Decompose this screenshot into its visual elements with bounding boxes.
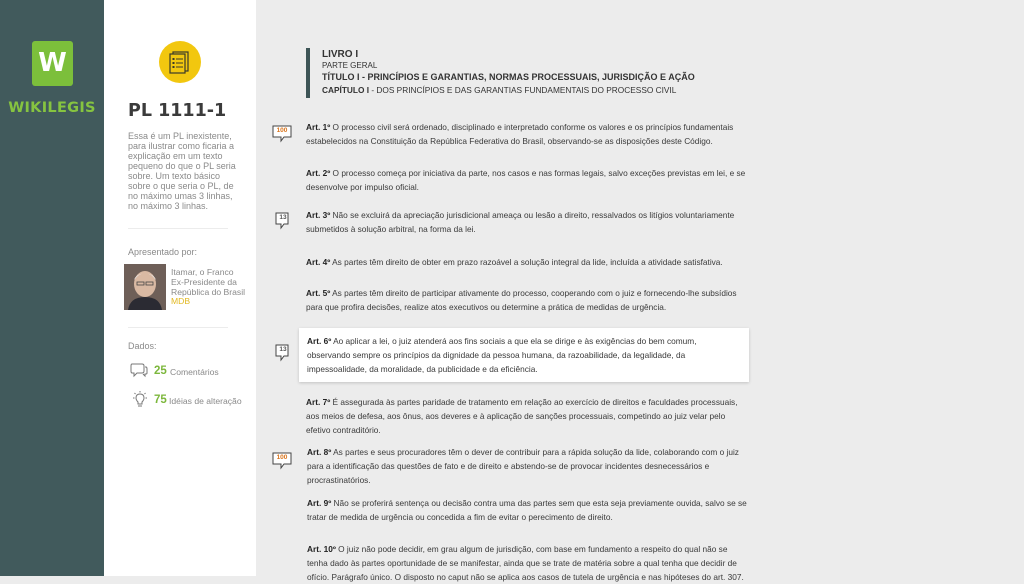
article-number: Art. 9º — [307, 498, 332, 508]
stats-label: Dados: — [128, 341, 157, 351]
bill-title: PL 1111-1 — [128, 101, 227, 121]
article-number: Art. 2º — [306, 168, 331, 178]
article-text: O processo civil será ordenado, disciplinado e interpretado conforme os valores e os princípios fundamentais estabelecidos na Constituição da República Federativa do Brasil, observando-se as disposições deste Código. — [306, 122, 734, 146]
comment-count-badge[interactable] — [273, 344, 293, 362]
article-number: Art. 4º — [306, 257, 331, 267]
bill-text — [256, 0, 1024, 582]
logo-letter: W — [38, 48, 67, 78]
article-text: As partes têm direito de participar ativamente do processo, cooperando com o juiz e fornecendo-lhe subsídios para que profira decisões, realize atos executivos ou determine a prática de medidas de urgência. — [306, 288, 737, 312]
article-text: O processo começa por iniciativa da parte, nos casos e nas formas legais, salvo exceções previstas em lei, e se desenvolve por impulso oficial. — [306, 168, 746, 192]
article-number: Art. 7º — [306, 397, 331, 407]
ideas-count: 75 — [154, 394, 167, 406]
comment-count: 13 — [279, 346, 287, 353]
author-info — [171, 268, 255, 307]
article-8[interactable] — [307, 445, 747, 487]
article-text: As partes têm direito de obter em prazo razoável a solução integral da lide, incluída a atividade satisfativa. — [330, 257, 723, 267]
article-text: Não se excluirá da apreciação jurisdicional ameaça ou lesão a direito, ressalvados os litígios voluntariamente submetidos à solução arbitral, na forma da lei. — [306, 210, 735, 234]
comment-count: 100 — [276, 454, 288, 461]
author-avatar[interactable] — [124, 264, 166, 310]
author-name[interactable]: Itamar, o Franco — [171, 267, 234, 277]
parte-heading: PARTE GERAL — [322, 61, 378, 70]
article-9[interactable] — [307, 496, 747, 524]
article-text: Não se proferirá sentença ou decisão contra uma das partes sem que esta seja previamente ouvida, salvo se se tratar de medida de urgência ou concedida a fim de evitar o perecimento de direito. — [307, 498, 747, 522]
comment-count-badge[interactable] — [273, 212, 293, 230]
bill-sidebar — [104, 0, 256, 576]
comment-count-badge[interactable] — [272, 452, 292, 470]
author-party: MDB — [171, 296, 191, 307]
titulo-heading: TÍTULO I - PRINCÍPIOS E GARANTIAS, NORMAS PROCESSUAIS, JURISDIÇÃO E AÇÃO — [322, 72, 695, 82]
article-number: Art. 6º — [307, 336, 332, 346]
brand-name[interactable]: WIKILEGIS — [8, 100, 96, 116]
lightbulb-icon — [132, 391, 148, 409]
article-text: É assegurada às partes paridade de tratamento em relação ao exercício de direitos e faculdades processuais, aos meios de defesa, aos ônus, aos deveres e à aplicação de sanções processuais, competindo ao juiz velar pelo efetivo contraditório. — [306, 397, 738, 435]
divider — [128, 327, 228, 328]
article-text: As partes e seus procuradores têm o dever de contribuir para a rápida solução da lide, colaborando com o juiz para a identificação das questões de fato e de direito e abstendo-se de provocar incidentes desnecessários e procrastinatórios. — [307, 447, 739, 485]
speech-bubble-icon — [130, 362, 148, 378]
article-6[interactable] — [299, 328, 749, 382]
article-number: Art. 10º — [307, 544, 336, 554]
wikilegis-logo[interactable] — [32, 41, 73, 86]
article-number: Art. 1º — [306, 122, 331, 132]
article-10[interactable] — [307, 542, 747, 584]
ideas-label: Idéias de alteração — [169, 396, 242, 406]
document-list-icon — [159, 41, 201, 83]
article-5[interactable] — [306, 286, 746, 314]
section-heading — [306, 48, 695, 98]
article-7[interactable] — [306, 395, 746, 437]
comments-count: 25 — [154, 365, 167, 377]
article-3[interactable] — [306, 208, 746, 236]
article-number: Art. 8º — [307, 447, 332, 457]
comments-stat[interactable] — [130, 362, 250, 382]
capitulo-heading — [322, 84, 695, 96]
article-text: O juiz não pode decidir, em grau algum de jurisdição, com base em fundamento a respeito do qual não se tenha dado às partes oportunidade de se manifestar, ainda que se trate de matéria sobre a qual tenha que decidir de ofício. Parágrafo único. O disposto no caput não se aplica aos casos de tutela de urgência e nas hipóteses do art. 307. — [307, 544, 744, 582]
presented-by-label: Apresentado por: — [128, 247, 198, 257]
capitulo-title: - DOS PRINCÍPIOS E DAS GARANTIAS FUNDAMENTAIS DO PROCESSO CIVIL — [369, 85, 677, 95]
capitulo-number: CAPÍTULO I — [322, 85, 370, 95]
article-text: Ao aplicar a lei, o juiz atenderá aos fins sociais a que ela se dirige e às exigências do bem comum, observando sempre os princípios da dignidade da pessoa humana, da razoabilidade, da legalidade, da impessoalidade, da moralidade, da publicidade e da eficiência. — [307, 336, 697, 374]
comments-label: Comentários — [170, 367, 219, 377]
article-number: Art. 3º — [306, 210, 331, 220]
divider — [128, 228, 228, 229]
left-rail — [0, 0, 104, 576]
article-2[interactable] — [306, 166, 746, 194]
author-role: Ex-Presidente da República do Brasil — [171, 276, 246, 297]
bill-description: Essa é um PL inexistente, para ilustrar como ficaria a explicação em um texto pequeno do que o PL seria sobre. Um texto básico sobre o que seria o PL, de no máximo umas 3 linhas, no máximo 3 linhas. — [128, 131, 236, 211]
article-1[interactable] — [306, 120, 746, 148]
comment-count: 100 — [276, 127, 288, 134]
comment-count: 13 — [279, 214, 287, 221]
article-number: Art. 5º — [306, 288, 331, 298]
article-4[interactable] — [306, 255, 746, 269]
comment-count-badge[interactable] — [272, 125, 292, 143]
ideas-stat[interactable] — [130, 391, 260, 411]
livro-heading: LIVRO I — [322, 49, 359, 60]
